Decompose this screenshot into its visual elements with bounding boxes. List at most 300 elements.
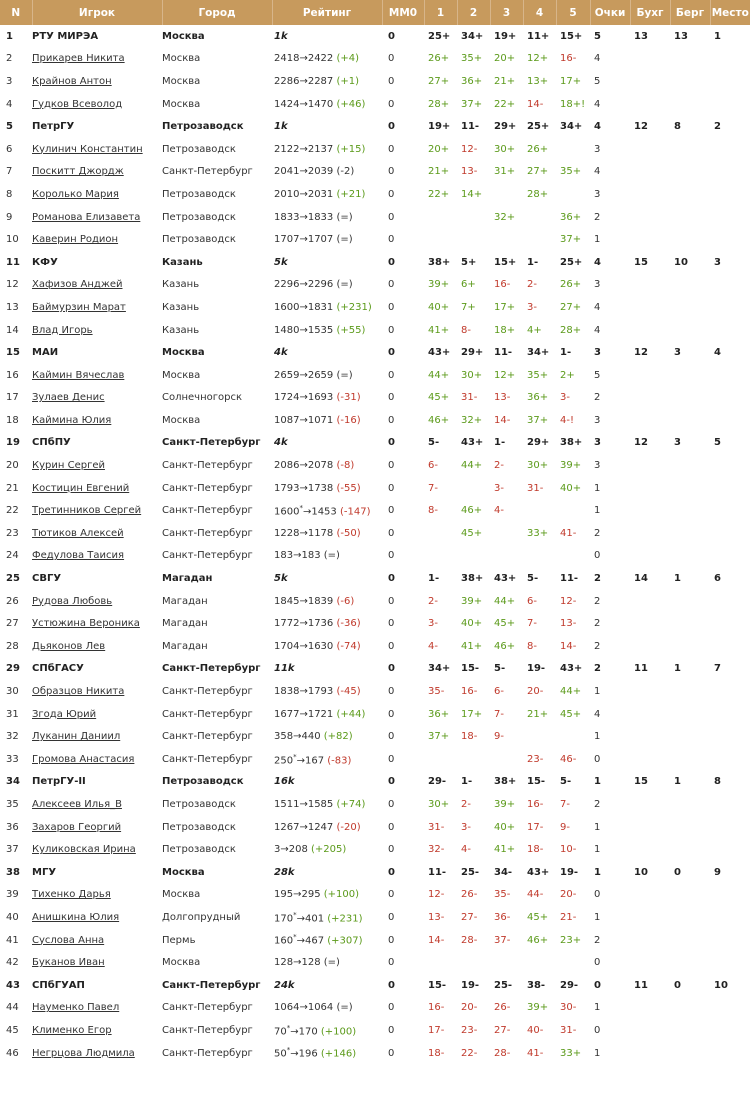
rating-delta: (+1) [336, 75, 360, 87]
round-result: 34+ [560, 121, 583, 133]
round-result: 36+ [560, 211, 582, 223]
mm0-score: 0 [388, 663, 395, 675]
round-result [523, 206, 556, 229]
round-result: 38+ [461, 573, 484, 585]
player-link[interactable]: Суслова Анна [32, 934, 105, 946]
points: 0 [594, 957, 601, 969]
mm0-score: 0 [388, 934, 395, 946]
points: 2 [594, 211, 601, 223]
team-rating: 16k [274, 776, 295, 788]
round-result: 41+ [494, 844, 516, 856]
round-result: 6- [428, 460, 438, 472]
player-link[interactable]: Федулова Таисия [32, 550, 125, 562]
round-result: 33+ [527, 527, 549, 539]
city: Петрозаводск [162, 188, 236, 200]
mm0-score: 0 [388, 369, 395, 381]
round-result: 16- [560, 53, 577, 65]
round-result: 2- [461, 798, 471, 810]
player-name [32, 387, 162, 410]
column-header[interactable]: MM0 [382, 0, 424, 25]
team-rating: 5k [274, 256, 288, 268]
player-row [0, 906, 750, 929]
points: 1 [594, 731, 601, 743]
points: 3 [594, 188, 601, 200]
round-result: 15- [428, 979, 447, 991]
round-result: 46+ [494, 640, 516, 652]
round-result: 2+ [560, 369, 575, 381]
mm0-score: 0 [388, 211, 395, 223]
place [710, 48, 750, 71]
column-header[interactable]: Игрок [32, 0, 162, 25]
rating-value: 1793→1738 [274, 482, 334, 494]
rating-value: 2659→2659 [274, 369, 334, 381]
player-name [32, 48, 162, 71]
rating [272, 974, 382, 997]
round-result: 37+ [527, 414, 549, 426]
provisional-mark: * [293, 752, 297, 761]
city: Петрозаводск [162, 844, 236, 856]
place [710, 499, 750, 522]
player-name [32, 454, 162, 477]
city: Санкт-Петербург [162, 437, 261, 449]
round-result: 3- [461, 821, 471, 833]
city: Санкт-Петербург [162, 663, 261, 675]
round-result: 14- [428, 934, 445, 946]
player-link[interactable]: Третинников Сергей [32, 505, 142, 517]
rating-value: 1600→1831 [274, 301, 334, 313]
player-link[interactable]: Кулинич Константин [32, 143, 143, 155]
berger [670, 161, 710, 184]
round-result: 9- [494, 731, 504, 743]
round-result [490, 545, 523, 568]
mm0-score: 0 [388, 866, 395, 878]
mm0-score: 0 [388, 279, 395, 291]
rating-new: →196 [290, 1048, 318, 1060]
row-number: 25 [6, 573, 20, 585]
berger [670, 206, 710, 229]
city: Магадан [162, 618, 208, 630]
round-result: 25+ [560, 256, 583, 268]
place [710, 206, 750, 229]
column-header[interactable]: N [0, 0, 32, 25]
player-link[interactable]: Захаров Георгий [32, 821, 122, 833]
player-link[interactable]: Хафизов Анджей [32, 279, 123, 291]
round-result: 27+ [527, 166, 549, 178]
rating [272, 296, 382, 319]
column-header[interactable]: 4 [523, 0, 556, 25]
player-name [32, 1042, 162, 1065]
city: Казань [162, 324, 200, 336]
rating-delta: (+46) [336, 98, 366, 110]
player-link[interactable]: Куликовская Ирина [32, 844, 136, 856]
round-result: 26- [494, 1002, 511, 1014]
mm0-score: 0 [388, 392, 395, 404]
berger [670, 635, 710, 658]
column-header[interactable]: Место [710, 0, 750, 25]
team-row [0, 25, 750, 48]
team-name: КФУ [32, 256, 58, 268]
table-body [0, 25, 750, 1064]
player-link[interactable]: Негрцова Людмила [32, 1047, 135, 1059]
city: Петрозаводск [162, 143, 236, 155]
player-row [0, 499, 750, 522]
rating-delta: (+100) [323, 889, 360, 901]
buchholz [630, 387, 670, 410]
round-result [556, 951, 590, 974]
buchholz [630, 93, 670, 116]
buchholz [630, 183, 670, 206]
berger [670, 409, 710, 432]
round-result: 22- [461, 1047, 478, 1059]
player-name [32, 477, 162, 500]
column-header[interactable]: Очки [590, 0, 630, 25]
round-result: 31- [527, 482, 544, 494]
round-result [490, 748, 523, 771]
round-result: 37+ [428, 731, 450, 743]
berger [670, 454, 710, 477]
round-result [457, 545, 490, 568]
player-name [32, 296, 162, 319]
player-link[interactable]: Баймурзин Марат [32, 301, 126, 313]
rating-value: 1511→1585 [274, 798, 334, 810]
rating-value: 2296→2296 [274, 279, 334, 291]
rating [272, 545, 382, 568]
row-number: 46 [6, 1047, 19, 1059]
mm0-score: 0 [388, 911, 395, 923]
buchholz [630, 319, 670, 342]
round-result: 14- [527, 98, 544, 110]
player-link[interactable]: Каверин Родион [32, 234, 119, 246]
rating-value: 2418→2422 [274, 53, 334, 65]
player-link[interactable]: Згода Юрий [32, 708, 97, 720]
column-header[interactable]: 3 [490, 0, 523, 25]
round-result: 4- [494, 505, 504, 517]
player-link[interactable]: Науменко Павел [32, 1002, 120, 1014]
rating [272, 680, 382, 703]
round-result: 19- [560, 866, 579, 878]
round-result [556, 138, 590, 161]
round-result [556, 499, 590, 522]
rating-delta: (+44) [336, 708, 366, 720]
berger: 10 [674, 256, 688, 268]
mm0-score: 0 [388, 121, 395, 133]
rating-value: 2122→2137 [274, 143, 334, 155]
round-result: 20- [527, 686, 544, 698]
place [710, 884, 750, 907]
round-result [556, 183, 590, 206]
rating [272, 25, 382, 48]
player-name [32, 206, 162, 229]
player-row [0, 138, 750, 161]
place [710, 703, 750, 726]
team-row [0, 658, 750, 681]
rating [272, 161, 382, 184]
player-link[interactable]: Луканин Даниил [32, 731, 121, 743]
round-result: 36- [494, 911, 511, 923]
place [710, 409, 750, 432]
round-result: 45+ [527, 911, 549, 923]
city: Казань [162, 279, 200, 291]
city: Магадан [162, 573, 213, 585]
row-number: 41 [6, 934, 19, 946]
team-name: СПбГУАП [32, 979, 85, 991]
round-result: 21- [560, 911, 577, 923]
row-number: 30 [6, 686, 19, 698]
player-name [32, 499, 162, 522]
round-result: 38- [527, 979, 546, 991]
round-result: 20+ [494, 53, 516, 65]
row-number: 8 [6, 188, 13, 200]
city: Санкт-Петербург [162, 527, 253, 539]
team-rating: 11k [274, 663, 295, 675]
player-link[interactable]: Тютиков Алексей [32, 527, 124, 539]
round-result: 18- [461, 731, 478, 743]
player-link[interactable]: Крайнов Антон [32, 75, 112, 87]
player-link[interactable]: Анишкина Юлия [32, 911, 120, 923]
player-link[interactable]: Зулаев Денис [32, 392, 105, 404]
round-result: 27- [494, 1024, 511, 1036]
round-result: 11- [560, 573, 579, 585]
round-result [457, 477, 490, 500]
rating-new: →467 [296, 935, 325, 947]
row-number: 13 [6, 301, 19, 313]
round-result [457, 951, 490, 974]
player-link[interactable]: Каймин Вячеслав [32, 369, 125, 381]
round-result: 29+ [527, 437, 550, 449]
place: 7 [714, 663, 721, 675]
buchholz [630, 70, 670, 93]
city: Петрозаводск [162, 821, 236, 833]
city: Пермь [162, 934, 196, 946]
rating-new: →401 [296, 913, 325, 925]
place [710, 680, 750, 703]
round-result: 36+ [527, 392, 549, 404]
row-number: 34 [6, 776, 20, 788]
round-result: 43+ [560, 663, 583, 675]
mm0-score: 0 [388, 460, 395, 472]
player-link[interactable]: Влад Игорь [32, 324, 93, 336]
round-result: 40+ [428, 301, 450, 313]
berger: 1 [674, 663, 681, 675]
city: Москва [162, 414, 201, 426]
round-result: 15+ [494, 256, 517, 268]
player-name [32, 183, 162, 206]
player-link[interactable]: Романова Елизавета [32, 211, 141, 223]
round-result: 35+ [461, 53, 483, 65]
round-result: 37+ [560, 234, 582, 246]
berger [670, 816, 710, 839]
column-header[interactable]: Город [162, 0, 272, 25]
player-link[interactable]: Гудков Всеволод [32, 98, 123, 110]
round-result: 30+ [494, 143, 516, 155]
berger [670, 951, 710, 974]
buchholz [630, 997, 670, 1020]
round-result [490, 951, 523, 974]
city: Магадан [162, 640, 208, 652]
city: Санкт-Петербург [162, 979, 261, 991]
player-name [32, 748, 162, 771]
round-result: 30+ [527, 460, 549, 472]
round-result [457, 748, 490, 771]
round-result: 44+ [560, 686, 582, 698]
round-result: 16- [461, 686, 478, 698]
mm0-score: 0 [388, 618, 395, 630]
round-result: 28+ [527, 188, 549, 200]
place: 6 [714, 573, 721, 585]
round-result: 21+ [494, 75, 516, 87]
player-name [32, 319, 162, 342]
player-row [0, 183, 750, 206]
rating-value: 1704→1630 [274, 640, 334, 652]
player-name [32, 951, 162, 974]
buchholz [630, 477, 670, 500]
column-header[interactable]: Бухг [630, 0, 670, 25]
mm0-score: 0 [388, 731, 395, 743]
round-result: 29+ [494, 121, 517, 133]
row-number: 19 [6, 437, 20, 449]
berger [670, 387, 710, 410]
player-row [0, 206, 750, 229]
place: 9 [714, 866, 721, 878]
buchholz: 15 [634, 256, 648, 268]
place [710, 793, 750, 816]
player-row [0, 748, 750, 771]
column-header[interactable]: Берг [670, 0, 710, 25]
points: 3 [594, 437, 601, 449]
team-rating: 28k [274, 866, 295, 878]
city: Москва [162, 30, 205, 42]
rating [272, 906, 382, 929]
column-header[interactable]: 1 [424, 0, 457, 25]
round-result: 39+ [494, 798, 516, 810]
rating [272, 319, 382, 342]
round-result: 12- [461, 143, 478, 155]
mm0-score: 0 [388, 324, 395, 336]
place: 4 [714, 347, 721, 359]
rating-delta: (-6) [336, 595, 355, 607]
player-link[interactable]: Устюжина Вероника [32, 618, 140, 630]
rating-value: 3→208 [274, 844, 308, 856]
round-result: 10- [560, 844, 577, 856]
player-link[interactable]: Алексеев Илья_В [32, 798, 122, 810]
row-number: 39 [6, 889, 19, 901]
player-row [0, 951, 750, 974]
rating [272, 658, 382, 681]
city: Казань [162, 256, 203, 268]
place [710, 725, 750, 748]
points: 2 [594, 663, 601, 675]
player-link[interactable]: Прикарев Никита [32, 53, 125, 65]
player-row [0, 635, 750, 658]
rating [272, 793, 382, 816]
team-rating: 1k [274, 30, 288, 42]
column-header[interactable]: 2 [457, 0, 490, 25]
round-result: 19- [527, 663, 546, 675]
berger: 0 [674, 866, 681, 878]
rating-delta: (=) [323, 957, 340, 969]
rating-delta: (+55) [336, 324, 366, 336]
buchholz [630, 838, 670, 861]
round-result: 4-! [560, 414, 574, 426]
mm0-score: 0 [388, 776, 395, 788]
row-number: 23 [6, 527, 19, 539]
round-result: 40+ [560, 482, 582, 494]
buchholz [630, 206, 670, 229]
round-result: 20+ [428, 143, 450, 155]
player-link[interactable]: Буканов Иван [32, 957, 105, 969]
player-link[interactable]: Клименко Егор [32, 1024, 112, 1036]
round-result [457, 228, 490, 251]
mm0-score: 0 [388, 437, 395, 449]
round-result: 46- [560, 753, 577, 765]
rating-value: 1267→1247 [274, 821, 334, 833]
round-result: 43+ [527, 866, 550, 878]
player-name [32, 929, 162, 952]
buchholz: 12 [634, 347, 648, 359]
rating-delta: (-8) [336, 460, 355, 472]
player-link[interactable]: Тихенко Дарья [32, 889, 111, 901]
player-name [32, 680, 162, 703]
column-header[interactable]: Рейтинг [272, 0, 382, 25]
round-result: 33+ [560, 1047, 582, 1059]
city: Санкт-Петербург [162, 753, 253, 765]
player-link[interactable]: Рудова Любовь [32, 595, 113, 607]
round-result: 26- [461, 889, 478, 901]
player-link[interactable]: Поскитт Джордж [32, 166, 124, 178]
player-link[interactable]: Королько Мария [32, 188, 119, 200]
player-link[interactable]: Громова Анастасия [32, 753, 135, 765]
points: 1 [594, 505, 601, 517]
player-link[interactable]: Каймина Юлия [32, 414, 112, 426]
team-name: ПетрГУ [32, 121, 75, 133]
round-result: 16- [494, 279, 511, 291]
player-link[interactable]: Костицин Евгений [32, 482, 130, 494]
provisional-mark: * [293, 910, 297, 919]
city: Санкт-Петербург [162, 482, 253, 494]
buchholz [630, 228, 670, 251]
column-header[interactable]: 5 [556, 0, 590, 25]
rating-delta: (-45) [336, 686, 361, 698]
round-result: 6+ [461, 279, 476, 291]
player-name [32, 274, 162, 297]
place [710, 319, 750, 342]
round-result: 8- [527, 640, 537, 652]
team-row [0, 974, 750, 997]
rating-delta: (-2) [336, 166, 355, 178]
player-link[interactable]: Дьяконов Лев [32, 640, 106, 652]
round-result: 25+ [527, 121, 550, 133]
buchholz [630, 612, 670, 635]
buchholz [630, 725, 670, 748]
buchholz [630, 816, 670, 839]
round-result: 26+ [428, 53, 450, 65]
berger [670, 997, 710, 1020]
city: Москва [162, 889, 201, 901]
player-link[interactable]: Образцов Никита [32, 686, 125, 698]
player-link[interactable]: Курин Сергей [32, 460, 105, 472]
player-name [32, 635, 162, 658]
berger: 1 [674, 573, 681, 585]
player-name [32, 838, 162, 861]
points: 4 [594, 324, 601, 336]
buchholz [630, 635, 670, 658]
round-result: 1- [527, 256, 539, 268]
round-result: 28- [494, 1047, 511, 1059]
round-result: 32+ [494, 211, 516, 223]
round-result: 44+ [461, 460, 483, 472]
rating-delta: (-83) [327, 754, 352, 766]
rating [272, 499, 382, 522]
